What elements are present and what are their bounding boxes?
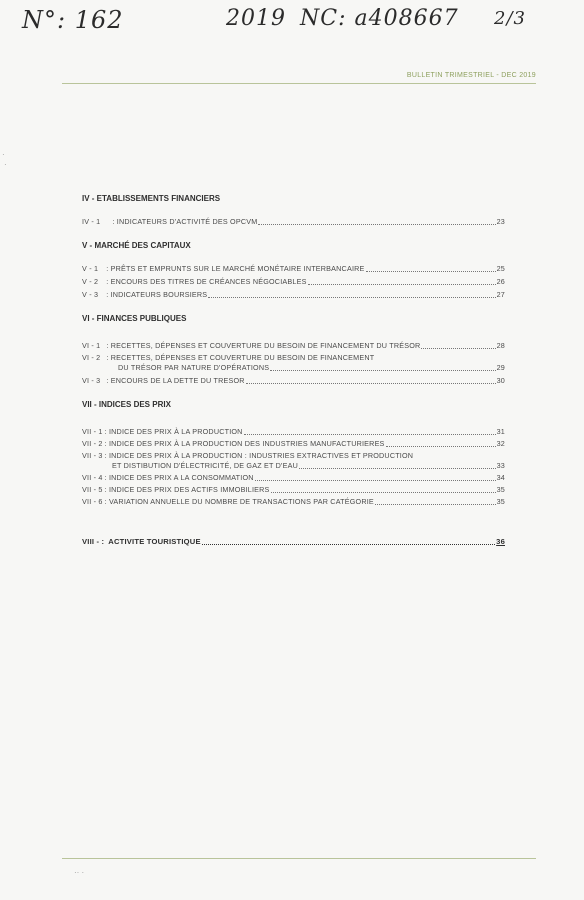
bulletin-header-title: BULLETIN TRIMESTRIEL - DEC 2019 (406, 72, 536, 79)
leader-dots (202, 544, 495, 545)
entry-page: 36 (496, 537, 505, 546)
toc-entry-v-3[interactable] (82, 290, 505, 300)
leader-dots (386, 446, 496, 447)
leader-dots (208, 297, 495, 298)
entry-code: VI - 3 (82, 376, 101, 385)
header-rule (62, 83, 536, 84)
section-title-v: V - MARCHÉ DES CAPITAUX (82, 241, 191, 250)
entry-code: VII - 6 (82, 497, 103, 506)
handwritten-fraction: 2/3 (494, 8, 526, 29)
scan-speck: · (2, 150, 5, 159)
toc-entry-iv-1[interactable] (82, 217, 505, 227)
entry-page: 32 (496, 439, 505, 448)
entry-code: VII - 2 (82, 439, 103, 448)
scan-speck: · (4, 160, 7, 169)
handwritten-nc-number: NC: a408667 (300, 6, 459, 31)
toc-entry-vii-2[interactable] (82, 439, 505, 449)
entry-page: 26 (496, 277, 505, 286)
entry-title: ACTIVITE TOURISTIQUE (108, 537, 201, 546)
entry-code: VII - 4 (82, 473, 103, 482)
entry-page: 25 (496, 264, 505, 273)
toc-entry-vii-1[interactable] (82, 427, 505, 437)
entry-title-continued: ET DISTIBUTION D'ÉLECTRICITÉ, DE GAZ ET D'EAU (112, 461, 298, 470)
entry-title: : VARIATION ANNUELLE DU NOMBRE DE TRANSACTIONS PAR CATÉGORIE (104, 497, 374, 506)
entry-page: 31 (496, 427, 505, 436)
section-title-iv: IV - ETABLISSEMENTS FINANCIERS (82, 194, 221, 203)
entry-page: 34 (496, 473, 505, 482)
leader-dots (375, 504, 496, 505)
entry-code: V - 2 (82, 277, 99, 286)
toc-entry-vii-6[interactable] (82, 497, 505, 507)
table-of-contents (82, 194, 505, 547)
leader-dots (246, 383, 496, 384)
entry-page: 27 (496, 290, 505, 299)
scan-speck: ·· · (74, 868, 85, 877)
entry-code: V - 3 (82, 290, 99, 299)
entry-code: V - 1 (82, 264, 99, 273)
leader-dots (255, 480, 496, 481)
leader-dots (244, 434, 496, 435)
entry-title: : PRÊTS ET EMPRUNTS SUR LE MARCHÉ MONÉTAIRE INTERBANCAIRE (106, 264, 365, 273)
toc-entry-v-1[interactable] (82, 264, 505, 274)
toc-entry-vi-1[interactable] (82, 341, 505, 351)
toc-entry-viii[interactable] (82, 537, 505, 547)
entry-title: : INDICE DES PRIX À LA PRODUCTION : INDUSTRIES EXTRACTIVES ET PRODUCTION (104, 451, 414, 460)
toc-entry-v-2[interactable] (82, 277, 505, 287)
leader-dots (271, 492, 496, 493)
toc-entry-vii-3[interactable] (82, 451, 505, 471)
entry-page: 35 (496, 485, 505, 494)
entry-code: VII - 1 (82, 427, 103, 436)
entry-page: 35 (496, 497, 505, 506)
entry-page: 23 (496, 217, 505, 226)
footer-rule (62, 858, 536, 859)
entry-code: VI - 2 (82, 353, 101, 362)
entry-page: 28 (496, 341, 505, 350)
entry-title: : INDICE DES PRIX A LA CONSOMMATION (104, 473, 254, 482)
entry-page: 33 (496, 461, 505, 470)
leader-dots (308, 284, 496, 285)
toc-entry-vii-4[interactable] (82, 473, 505, 483)
entry-code: VII - 5 (82, 485, 103, 494)
entry-title: : ENCOURS DE LA DETTE DU TRESOR (106, 376, 245, 385)
entry-title: : INDICE DES PRIX À LA PRODUCTION DES INDUSTRIES MANUFACTURIERES (104, 439, 385, 448)
handwritten-doc-number: N°: 162 (22, 6, 124, 34)
toc-entry-vi-3[interactable] (82, 376, 505, 386)
entry-page: 30 (496, 376, 505, 385)
entry-title: : INDICATEURS BOURSIERS (106, 290, 208, 299)
leader-dots (299, 468, 496, 469)
handwritten-year: 2019 (226, 6, 286, 31)
entry-title-continued: DU TRÉSOR PAR NATURE D'OPÉRATIONS (118, 363, 270, 372)
entry-title: : INDICE DES PRIX DES ACTIFS IMMOBILIERS (104, 485, 270, 494)
entry-code: VII - 3 (82, 451, 103, 460)
entry-page: 29 (496, 363, 505, 372)
leader-dots (258, 224, 495, 225)
entry-code: VIII - : (82, 537, 105, 546)
entry-title: : RECETTES, DÉPENSES ET COUVERTURE DU BESOIN DE FINANCEMENT DU TRÉSOR (106, 341, 421, 350)
toc-entry-vii-5[interactable] (82, 485, 505, 495)
entry-title: : INDICATEURS D'ACTIVITÉ DES OPCVM (112, 217, 258, 226)
entry-code: IV - 1 (82, 217, 101, 226)
entry-code: VI - 1 (82, 341, 101, 350)
toc-entry-vi-2[interactable] (82, 353, 505, 373)
entry-title: : RECETTES, DÉPENSES ET COUVERTURE DU BESOIN DE FINANCEMENT (106, 353, 375, 362)
section-title-vi: VI - FINANCES PUBLIQUES (82, 314, 187, 323)
entry-title: : ENCOURS DES TITRES DE CRÉANCES NÉGOCIABLES (106, 277, 307, 286)
entry-title: : INDICE DES PRIX À LA PRODUCTION (104, 427, 243, 436)
leader-dots (270, 370, 495, 371)
section-title-vii: VII - INDICES DES PRIX (82, 400, 171, 409)
leader-dots (421, 348, 495, 349)
leader-dots (366, 271, 496, 272)
